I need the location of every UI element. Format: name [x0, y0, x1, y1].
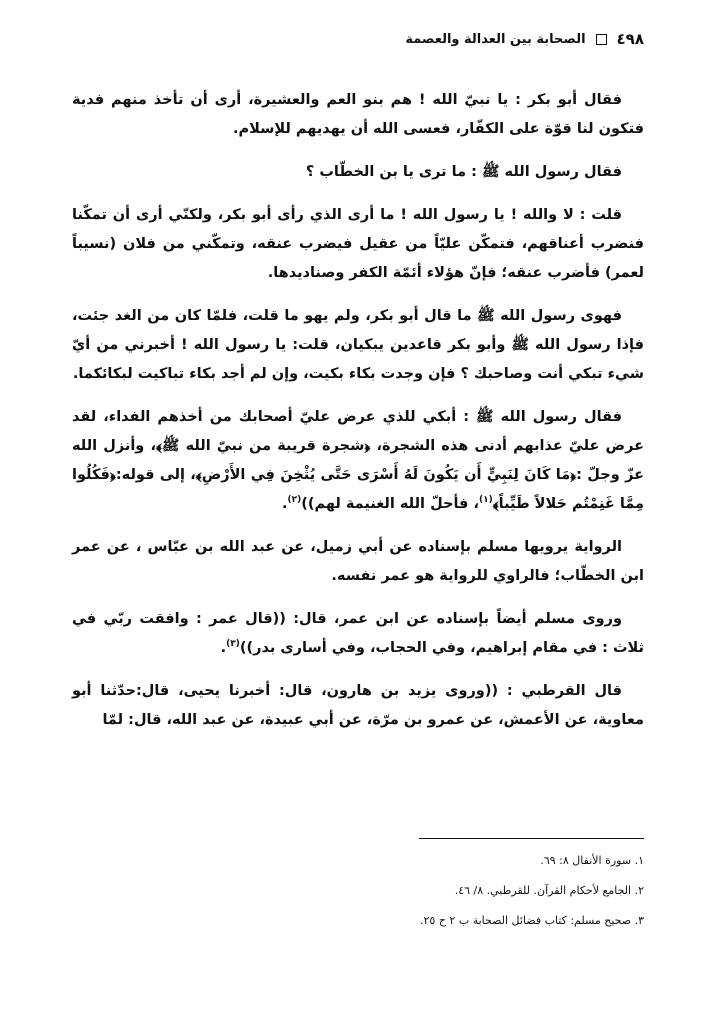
- paragraph-text: فهوى رسول الله ﷺ ما قال أبو بكر، ولم يهو ما قلت، فلمّا كان من الغد جئت، فإذا رسول الله ﷺ وأبو بكر قاعدين يبكيان، قلت: يا رسول الله ! أخبرني من أيّ شيء تبكي أنت وصاحبك ؟ فإن وجدت بكاء بكيت، وإن لم أجد بكاء تباكيت لبكائكما.: [72, 308, 644, 382]
- footnote-ref[interactable]: (٣): [226, 639, 240, 650]
- paragraph-text: ، فأحلّ الله الغنيمة لهم)): [301, 496, 479, 512]
- paragraph-text: الرواية يرويها مسلم بإسناده عن أبي زميل، عن عبد الله بن عبّاس ، عن عمر ابن الخطّاب؛ فالراوي للرواية هو عمر نفسه.: [72, 539, 644, 584]
- paragraph-text: قال القرطبي : ((وروى يزيد بن هارون، قال: أخبرنا يحيى، قال:حدّثنا أبو معاوية، عن الأعمش، عن عمرو بن مرّة، عن أبي عبيدة، عن عبد الله، قال: لمّا: [72, 683, 644, 728]
- footnotes: [300, 846, 644, 936]
- paragraph: [72, 605, 644, 663]
- paragraph: [72, 86, 644, 144]
- square-bullet-icon: [596, 34, 607, 45]
- running-title: الصحابة بين العدالة والعصمة: [405, 31, 586, 47]
- paragraph-text: .: [281, 496, 288, 512]
- paragraph-text: فقال رسول الله ﷺ : ما ترى يا بن الخطّاب ؟: [305, 164, 622, 180]
- footnote-item: ٢. الجامع لأحكام القرآن. للقرطبي. ٨/ ٤٦.: [454, 884, 644, 897]
- page-header: [66, 30, 644, 48]
- paragraph: [72, 158, 644, 187]
- footnote-divider: [419, 838, 644, 839]
- paragraph-text: وروى مسلم أيضاً بإسناده عن ابن عمر، قال: ((قال عمر : وافقت ربّي في ثلاث : في مقام إبراهيم، وفي الحجاب، وفي أسارى بدر)): [72, 611, 644, 656]
- paragraph-text: قلت : لا والله ! يا رسول الله ! ما أرى الذي رأى أبو بكر، ولكنّي أرى أن تمكّنا فنضرب أعناقهم، فتمكّن عليّاً من عقيل فيضرب عنقه، وتمكّني من فلان (نسيباً لعمر) فأضرب عنقه؛ فإنّ هؤلاء أئمّة الكفر وصناديدها.: [72, 207, 644, 281]
- paragraph: [72, 403, 644, 519]
- footnote-item: ١. سورة الأنفال ٨: ٦٩.: [540, 854, 644, 867]
- paragraph: [72, 677, 644, 735]
- paragraph-text: فقال رسول الله ﷺ : أبكي للذي عرض عليّ أصحابك من أخذهم الفداء، لقد عرض عليّ عذابهم أدنى هذه الشجرة، ﴿شجرة قريبة من نبيّ الله ﷺ﴾، وأنزل الله عزّ وجلّ :﴿مَا كَانَ لِنَبِيٍّ أَن يَكُونَ لَهُ أَسْرَى حَتَّى يُثْخِنَ فِي الأَرْضِ﴾، إلى قوله:﴿فَكُلُوا مِمَّا غَنِمْتُم حَلالاً طَيِّباً﴾: [72, 409, 644, 512]
- page-number: ٤٩٨: [616, 30, 644, 48]
- paragraph: [72, 302, 644, 389]
- paragraph: [72, 533, 644, 591]
- footnote-ref[interactable]: (٢): [287, 495, 302, 506]
- paragraph-text: .: [220, 640, 227, 656]
- main-text: [72, 86, 644, 749]
- footnote-item: ٣. صحيح مسلم: كتاب فضائل الصحابة ب ٢ ح ٢٥.: [420, 914, 644, 927]
- footnote-ref[interactable]: (١): [478, 495, 493, 506]
- paragraph-text: فقال أبو بكر : يا نبيّ الله ! هم بنو العم والعشيرة، أرى أن تأخذ منهم فدية فتكون لنا قوّة على الكفّار، فعسى الله أن يهديهم للإسلام.: [72, 92, 644, 137]
- paragraph: [72, 201, 644, 288]
